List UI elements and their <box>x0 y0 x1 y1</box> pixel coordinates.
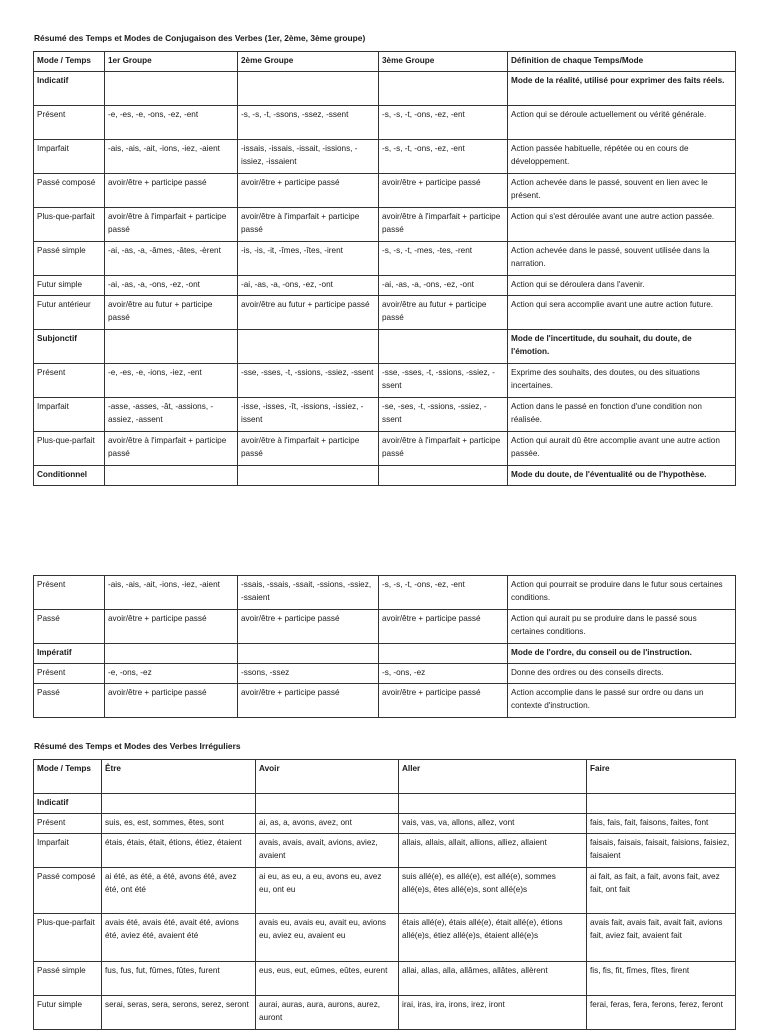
row-label-cell: Plus-que-parfait <box>34 914 102 962</box>
table-cell <box>105 644 238 664</box>
table-cell: -sse, -sses, -t, -ssions, -ssiez, -ssent <box>379 364 508 398</box>
table-cell: Action qui se déroule actuellement ou vérité générale. <box>508 106 736 140</box>
table-cell: avoir/être + participe passé <box>105 174 238 208</box>
row-label-cell: Passé <box>34 684 105 718</box>
table-cell <box>105 330 238 364</box>
table-cell: Faire <box>587 760 736 794</box>
table-row <box>34 610 736 644</box>
conjugation-summary-title: Résumé des Temps et Modes de Conjugaison des Verbes (1er, 2ème, 3ème groupe) <box>34 33 366 43</box>
table-cell: Action achevée dans le passé, souvent utilisée dans la narration. <box>508 242 736 276</box>
table-cell: Mode du doute, de l'éventualité ou de l'hypothèse. <box>508 466 736 486</box>
row-label-cell: Imparfait <box>34 140 105 174</box>
table-cell: étais, étais, était, étions, étiez, étaient <box>102 834 256 868</box>
table-cell: fus, fus, fut, fûmes, fûtes, furent <box>102 962 256 996</box>
table-cell: -ai, -as, -a, -ons, -ez, -ont <box>379 276 508 296</box>
table-cell: Action qui pourrait se produire dans le futur sous certaines conditions. <box>508 576 736 610</box>
row-label-cell: Futur simple <box>34 996 102 1030</box>
table-cell: faisais, faisais, faisait, faisions, faisiez, faisaient <box>587 834 736 868</box>
table-cell <box>238 72 379 106</box>
table-cell: -s, -s, -t, -ssons, -ssez, -ssent <box>238 106 379 140</box>
row-label-cell: Imparfait <box>34 834 102 868</box>
table-cell: -s, -ons, -ez <box>379 664 508 684</box>
table-cell: -issais, -issais, -issait, -issions, -issiez, -issaient <box>238 140 379 174</box>
irregular-verbs-title: Résumé des Temps et Modes des Verbes Irréguliers <box>34 741 241 751</box>
table-row <box>34 364 736 398</box>
table-cell: avoir/être à l'imparfait + participe passé <box>238 208 379 242</box>
table-cell <box>379 644 508 664</box>
table-cell: Avoir <box>256 760 399 794</box>
table-cell: Exprime des souhaits, des doutes, ou des situations incertaines. <box>508 364 736 398</box>
table-row <box>34 296 736 330</box>
table-cell <box>587 794 736 814</box>
table-cell: étais allé(e), étais allé(e), était allé(e), étions allé(e)s, étiez allé(e)s, étaient allé(e)s <box>399 914 587 962</box>
table-header-row <box>34 760 736 794</box>
table-cell: Action qui aurait dû être accomplie avant une autre action passée. <box>508 432 736 466</box>
conjugation-table-continued <box>33 575 736 718</box>
table-cell: avoir/être au futur + participe passé <box>238 296 379 330</box>
mode-header-row <box>34 72 736 106</box>
table-cell: avoir/être au futur + participe passé <box>105 296 238 330</box>
table-row <box>34 106 736 140</box>
table-cell: ai été, as été, a été, avons été, avez été, ont été <box>102 868 256 914</box>
table-cell: Définition de chaque Temps/Mode <box>508 52 736 72</box>
table-cell: avais, avais, avait, avions, aviez, avaient <box>256 834 399 868</box>
mode-header-row <box>34 466 736 486</box>
table-cell: Être <box>102 760 256 794</box>
table-cell: -ai, -as, -a, -ons, -ez, -ont <box>238 276 379 296</box>
table-cell <box>399 794 587 814</box>
table-cell: Action achevée dans le passé, souvent en lien avec le présent. <box>508 174 736 208</box>
table-cell: Action passée habituelle, répétée ou en cours de développement. <box>508 140 736 174</box>
table-row <box>34 242 736 276</box>
table-cell: Action dans le passé en fonction d'une condition non réalisée. <box>508 398 736 432</box>
table-cell: serai, seras, sera, serons, serez, seront <box>102 996 256 1030</box>
table-cell: avoir/être + participe passé <box>238 684 379 718</box>
table-cell: -ssais, -ssais, -ssait, -ssions, -ssiez, -ssaient <box>238 576 379 610</box>
table-cell: avoir/être + participe passé <box>105 610 238 644</box>
table-row <box>34 276 736 296</box>
table-cell: -asse, -asses, -ât, -assions, -assiez, -assent <box>105 398 238 432</box>
table-cell: -e, -es, -e, -ions, -iez, -ent <box>105 364 238 398</box>
table-cell: avoir/être à l'imparfait + participe passé <box>238 432 379 466</box>
table-cell: irai, iras, ira, irons, irez, iront <box>399 996 587 1030</box>
table-cell: -s, -s, -t, -ons, -ez, -ent <box>379 140 508 174</box>
table-cell: avais fait, avais fait, avait fait, avions fait, aviez fait, avaient fait <box>587 914 736 962</box>
table-cell: avoir/être à l'imparfait + participe passé <box>379 432 508 466</box>
table-cell: suis, es, est, sommes, êtes, sont <box>102 814 256 834</box>
table-cell: -ais, -ais, -ait, -ions, -iez, -aient <box>105 140 238 174</box>
table-row <box>34 576 736 610</box>
table-cell: vais, vas, va, allons, allez, vont <box>399 814 587 834</box>
table-cell: avais eu, avais eu, avait eu, avions eu, aviez eu, avaient eu <box>256 914 399 962</box>
row-label-cell: Mode / Temps <box>34 760 102 794</box>
row-label-cell: Conditionnel <box>34 466 105 486</box>
table-cell: fis, fis, fit, fîmes, fîtes, firent <box>587 962 736 996</box>
table-cell: -is, -is, -it, -îmes, -îtes, -irent <box>238 242 379 276</box>
table-cell: ai, as, a, avons, avez, ont <box>256 814 399 834</box>
table-row <box>34 174 736 208</box>
table-cell <box>105 72 238 106</box>
table-cell <box>105 466 238 486</box>
table-cell: avoir/être à l'imparfait + participe passé <box>105 208 238 242</box>
table-cell: -s, -s, -t, -ons, -ez, -ent <box>379 106 508 140</box>
table-row <box>34 684 736 718</box>
table-cell: ai eu, as eu, a eu, avons eu, avez eu, ont eu <box>256 868 399 914</box>
table-cell: Action qui se déroulera dans l'avenir. <box>508 276 736 296</box>
table-cell: -s, -s, -t, -mes, -tes, -rent <box>379 242 508 276</box>
table-cell: -isse, -isses, -ît, -issions, -issiez, -issent <box>238 398 379 432</box>
table-cell <box>102 794 256 814</box>
table-cell: ferai, feras, fera, ferons, ferez, feront <box>587 996 736 1030</box>
row-label-cell: Indicatif <box>34 794 102 814</box>
row-label-cell: Futur simple <box>34 276 105 296</box>
table-cell <box>379 330 508 364</box>
row-label-cell: Plus-que-parfait <box>34 208 105 242</box>
table-cell <box>379 72 508 106</box>
table-row <box>34 208 736 242</box>
mode-header-row <box>34 330 736 364</box>
row-label-cell: Futur antérieur <box>34 296 105 330</box>
irregular-verbs-table <box>33 759 736 1030</box>
table-cell: Aller <box>399 760 587 794</box>
table-cell <box>379 466 508 486</box>
row-label-cell: Présent <box>34 364 105 398</box>
table-cell: avoir/être à l'imparfait + participe passé <box>379 208 508 242</box>
table-cell: avais été, avais été, avait été, avions été, aviez été, avaient été <box>102 914 256 962</box>
table-header-row <box>34 52 736 72</box>
table-row <box>34 914 736 962</box>
table-cell: avoir/être au futur + participe passé <box>379 296 508 330</box>
table-cell: Mode de l'incertitude, du souhait, du doute, de l'émotion. <box>508 330 736 364</box>
table-cell <box>238 330 379 364</box>
table-cell: -sse, -sses, -t, -ssions, -ssiez, -ssent <box>238 364 379 398</box>
table-cell: avoir/être + participe passé <box>238 610 379 644</box>
table-cell: Action qui s'est déroulée avant une autre action passée. <box>508 208 736 242</box>
table-cell: avoir/être + participe passé <box>379 684 508 718</box>
table-row <box>34 140 736 174</box>
table-cell <box>256 794 399 814</box>
row-label-cell: Mode / Temps <box>34 52 105 72</box>
table-cell: avoir/être + participe passé <box>379 610 508 644</box>
row-label-cell: Présent <box>34 106 105 140</box>
table-row <box>34 814 736 834</box>
row-label-cell: Passé <box>34 610 105 644</box>
row-label-cell: Plus-que-parfait <box>34 432 105 466</box>
table-cell: avoir/être + participe passé <box>238 174 379 208</box>
row-label-cell: Passé simple <box>34 242 105 276</box>
table-cell: ai fait, as fait, a fait, avons fait, avez fait, ont fait <box>587 868 736 914</box>
table-cell <box>238 466 379 486</box>
row-label-cell: Présent <box>34 576 105 610</box>
table-cell: -ai, -as, -a, -âmes, -âtes, -èrent <box>105 242 238 276</box>
table-row <box>34 962 736 996</box>
row-label-cell: Présent <box>34 664 105 684</box>
table-cell: -e, -es, -e, -ons, -ez, -ent <box>105 106 238 140</box>
table-cell: -ssons, -ssez <box>238 664 379 684</box>
table-cell: aurai, auras, aura, aurons, aurez, auront <box>256 996 399 1030</box>
table-cell: Action qui sera accomplie avant une autre action future. <box>508 296 736 330</box>
table-cell: 1er Groupe <box>105 52 238 72</box>
table-cell: allai, allas, alla, allâmes, allâtes, allèrent <box>399 962 587 996</box>
table-row <box>34 398 736 432</box>
table-row <box>34 868 736 914</box>
mode-header-row <box>34 644 736 664</box>
row-label-cell: Imparfait <box>34 398 105 432</box>
table-cell: Donne des ordres ou des conseils directs. <box>508 664 736 684</box>
table-cell: 3ème Groupe <box>379 52 508 72</box>
table-cell: fais, fais, fait, faisons, faites, font <box>587 814 736 834</box>
row-label-cell: Indicatif <box>34 72 105 106</box>
table-cell: -se, -ses, -t, -ssions, -ssiez, -ssent <box>379 398 508 432</box>
table-cell: Action qui aurait pu se produire dans le passé sous certaines conditions. <box>508 610 736 644</box>
table-row <box>34 996 736 1030</box>
row-label-cell: Présent <box>34 814 102 834</box>
row-label-cell: Passé simple <box>34 962 102 996</box>
table-cell: Action accomplie dans le passé sur ordre ou dans un contexte d'instruction. <box>508 684 736 718</box>
table-cell: avoir/être + participe passé <box>379 174 508 208</box>
mode-header-row <box>34 794 736 814</box>
table-cell: avoir/être à l'imparfait + participe passé <box>105 432 238 466</box>
table-cell: -ai, -as, -a, -ons, -ez, -ont <box>105 276 238 296</box>
table-cell: avoir/être + participe passé <box>105 684 238 718</box>
table-cell: Mode de la réalité, utilisé pour exprimer des faits réels. <box>508 72 736 106</box>
table-cell: eus, eus, eut, eûmes, eûtes, eurent <box>256 962 399 996</box>
table-cell: suis allé(e), es allé(e), est allé(e), sommes allé(e)s, êtes allé(e)s, sont allé(e)s <box>399 868 587 914</box>
table-cell: -e, -ons, -ez <box>105 664 238 684</box>
conjugation-table <box>33 51 736 486</box>
row-label-cell: Passé composé <box>34 174 105 208</box>
table-row <box>34 664 736 684</box>
row-label-cell: Impératif <box>34 644 105 664</box>
table-cell: -ais, -ais, -ait, -ions, -iez, -aient <box>105 576 238 610</box>
table-cell: 2ème Groupe <box>238 52 379 72</box>
table-cell: Mode de l'ordre, du conseil ou de l'instruction. <box>508 644 736 664</box>
row-label-cell: Passé composé <box>34 868 102 914</box>
row-label-cell: Subjonctif <box>34 330 105 364</box>
table-row <box>34 432 736 466</box>
table-cell <box>238 644 379 664</box>
table-cell: -s, -s, -t, -ons, -ez, -ent <box>379 576 508 610</box>
table-row <box>34 834 736 868</box>
table-cell: allais, allais, allait, allions, alliez, allaient <box>399 834 587 868</box>
